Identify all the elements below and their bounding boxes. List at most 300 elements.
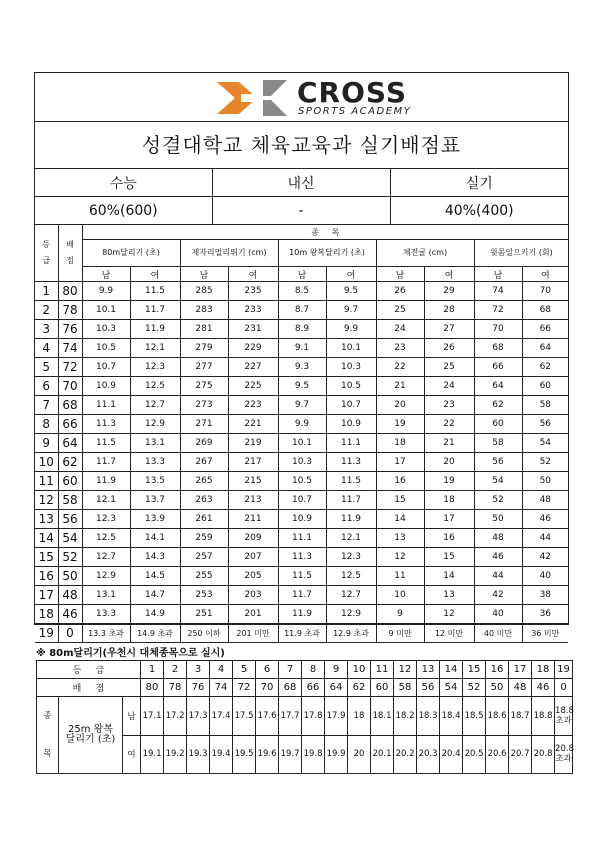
- grade-cell: 3: [35, 320, 58, 339]
- record-cell: 8.7: [278, 301, 326, 320]
- record-cell: 44: [522, 529, 568, 548]
- sub-scores-cell: 0: [555, 679, 573, 697]
- sub-scores-cell: 78: [164, 679, 187, 697]
- record-cell: 12.3: [326, 548, 376, 567]
- record-cell: 13: [424, 586, 474, 605]
- record-cell: 18: [376, 434, 424, 453]
- sub-grades-cell: 4: [210, 661, 233, 679]
- grade-cell: 9: [35, 434, 58, 453]
- record-cell: 285: [180, 282, 228, 301]
- record-cell: 13.3 초과: [82, 624, 130, 643]
- grade-cell: 1: [35, 282, 58, 301]
- category-header: 종 목: [82, 225, 568, 240]
- record-cell: 12.3: [130, 358, 180, 377]
- score-cell: 72: [58, 358, 82, 377]
- record-cell: 11.9: [130, 320, 180, 339]
- record-cell: 46: [522, 510, 568, 529]
- record-cell: 12.7: [130, 396, 180, 415]
- record-cell: 12.5: [130, 377, 180, 396]
- record-cell: 19: [376, 415, 424, 434]
- record-cell: 14.9: [130, 605, 180, 624]
- sub-female-values-cell: 19.3: [187, 735, 210, 774]
- record-cell: 11.7: [278, 586, 326, 605]
- record-cell: 60: [474, 415, 522, 434]
- sub-grades-cell: 8: [302, 661, 325, 679]
- record-cell: 215: [228, 472, 278, 491]
- sub-female-values-cell: 19.4: [210, 735, 233, 774]
- record-cell: 13.1: [82, 586, 130, 605]
- sub-scores-cell: 64: [325, 679, 348, 697]
- sub-grades-cell: 2: [164, 661, 187, 679]
- score-cell: 54: [58, 529, 82, 548]
- record-cell: 267: [180, 453, 228, 472]
- sub-grades-cell: 9: [325, 661, 348, 679]
- table-row: [35, 301, 568, 320]
- score-cell: 68: [58, 396, 82, 415]
- table-row: [35, 472, 568, 491]
- sub-scores-cell: 76: [187, 679, 210, 697]
- record-cell: 24: [376, 320, 424, 339]
- sub-scores-cell: 74: [210, 679, 233, 697]
- record-cell: 54: [522, 434, 568, 453]
- record-cell: 12.1: [326, 529, 376, 548]
- score-header-text: 배점: [66, 240, 74, 265]
- sub-male-label: 남: [123, 697, 141, 736]
- record-cell: 203: [228, 586, 278, 605]
- sub-scores-cell: 46: [532, 679, 555, 697]
- record-cell: 9.3: [278, 358, 326, 377]
- event-header-10m-shuttle: 10m 왕복달리기 (초): [278, 240, 376, 267]
- record-cell: 15: [424, 548, 474, 567]
- sub-scores-cell: 50: [486, 679, 509, 697]
- sub-event-label: 25m 왕복달리기 (초): [59, 697, 123, 774]
- table-row: [35, 586, 568, 605]
- record-cell: 48: [522, 491, 568, 510]
- record-cell: 8.9: [278, 320, 326, 339]
- grade-cell: 6: [35, 377, 58, 396]
- sub-female-values-cell: 19.8: [302, 735, 325, 774]
- record-cell: 9.7: [326, 301, 376, 320]
- sub-grades-cell: 12: [394, 661, 417, 679]
- record-cell: 11.7: [82, 453, 130, 472]
- record-cell: 9.9: [326, 320, 376, 339]
- cross-logo-icon: [213, 76, 293, 120]
- record-cell: 11.9: [278, 605, 326, 624]
- gender-header-male: 남: [82, 267, 130, 282]
- sub-female-values-cell: 19.6: [256, 735, 279, 774]
- record-cell: 11.1: [82, 396, 130, 415]
- record-cell: 12.9 초과: [326, 624, 376, 643]
- record-cell: 205: [228, 567, 278, 586]
- record-cell: 273: [180, 396, 228, 415]
- sub-grades-cell: 14: [440, 661, 463, 679]
- sub-female-values-cell: 19.5: [233, 735, 256, 774]
- grade-cell: 16: [35, 567, 58, 586]
- record-cell: 25: [376, 301, 424, 320]
- logo-wordmark: CROSS: [297, 76, 407, 109]
- sub-male-values-cell: 18: [348, 697, 371, 736]
- sub-female-values-cell: 20.8: [532, 735, 555, 774]
- record-cell: 10.3: [326, 358, 376, 377]
- record-cell: 277: [180, 358, 228, 377]
- sub-scores-cell: 68: [279, 679, 302, 697]
- record-cell: 9.1: [278, 339, 326, 358]
- record-cell: 14.3: [130, 548, 180, 567]
- record-cell: 70: [522, 282, 568, 301]
- sub-scores-cell: 80: [141, 679, 164, 697]
- record-cell: 13.7: [130, 491, 180, 510]
- score-cell: 62: [58, 453, 82, 472]
- record-cell: 52: [474, 491, 522, 510]
- record-cell: 42: [474, 586, 522, 605]
- score-cell: 50: [58, 567, 82, 586]
- record-cell: 11.3: [82, 415, 130, 434]
- ratio-value-suneung: 60%(600): [35, 197, 212, 225]
- record-cell: 12: [376, 548, 424, 567]
- sub-grades-cell: 5: [233, 661, 256, 679]
- score-cell: 0: [58, 624, 82, 643]
- record-cell: 10.1: [82, 301, 130, 320]
- sub-grades-cell: 10: [348, 661, 371, 679]
- record-cell: 279: [180, 339, 228, 358]
- gender-header-female: 여: [130, 267, 180, 282]
- record-cell: 46: [474, 548, 522, 567]
- record-cell: 9 미만: [376, 624, 424, 643]
- table-row: [35, 510, 568, 529]
- ratio-header-suneung: 수능: [35, 169, 212, 197]
- record-cell: 219: [228, 434, 278, 453]
- record-cell: 20: [376, 396, 424, 415]
- sub-male-values-cell: 17.2: [164, 697, 187, 736]
- record-cell: 213: [228, 491, 278, 510]
- record-cell: 9.9: [82, 282, 130, 301]
- gender-header-male: 남: [376, 267, 424, 282]
- grade-cell: 19: [35, 624, 58, 643]
- record-cell: 44: [474, 567, 522, 586]
- record-cell: 201 미만: [228, 624, 278, 643]
- sub-female-values-cell: 20: [348, 735, 371, 774]
- sub-female-values-cell: 20.5: [463, 735, 486, 774]
- record-cell: 52: [522, 453, 568, 472]
- record-cell: 23: [376, 339, 424, 358]
- gender-header-female: 여: [228, 267, 278, 282]
- record-cell: 42: [522, 548, 568, 567]
- record-cell: 11.9: [82, 472, 130, 491]
- event-header-80m: 80m달리기 (초): [82, 240, 180, 267]
- sub-male-values-cell: 18.8 초과: [555, 697, 573, 736]
- grade-cell: 15: [35, 548, 58, 567]
- record-cell: 64: [522, 339, 568, 358]
- grade-cell: 12: [35, 491, 58, 510]
- sub-grades-cell: 16: [486, 661, 509, 679]
- record-cell: 263: [180, 491, 228, 510]
- sub-male-row: [37, 697, 573, 736]
- record-cell: 235: [228, 282, 278, 301]
- sub-side-label: [37, 697, 59, 774]
- sub-scores-cell: 52: [463, 679, 486, 697]
- record-cell: 10.5: [326, 377, 376, 396]
- sub-grades-cell: 18: [532, 661, 555, 679]
- sub-male-values-cell: 17.6: [256, 697, 279, 736]
- sub-scores-cell: 48: [509, 679, 532, 697]
- grade-header: [35, 225, 58, 282]
- gender-header-row: [35, 267, 568, 282]
- sub-male-values-cell: 18.2: [394, 697, 417, 736]
- record-cell: 14: [424, 567, 474, 586]
- score-cell: 56: [58, 510, 82, 529]
- record-cell: 227: [228, 358, 278, 377]
- sub-male-values-cell: 18.1: [371, 697, 394, 736]
- record-cell: 36: [522, 605, 568, 624]
- sub-scores-cell: 56: [417, 679, 440, 697]
- sub-grades-cell: 1: [141, 661, 164, 679]
- score-cell: 48: [58, 586, 82, 605]
- sub-male-values-cell: 17.7: [279, 697, 302, 736]
- score-cell: 60: [58, 472, 82, 491]
- event-header-trunk-flex: 체전굴 (cm): [376, 240, 474, 267]
- sub-female-values-cell: 20.1: [371, 735, 394, 774]
- record-cell: 10.7: [326, 396, 376, 415]
- record-cell: 40 미만: [474, 624, 522, 643]
- sub-female-values-cell: 19.2: [164, 735, 187, 774]
- record-cell: 11.5: [326, 472, 376, 491]
- record-cell: 54: [474, 472, 522, 491]
- record-cell: 22: [376, 358, 424, 377]
- sub-grade-row: [37, 661, 573, 679]
- record-cell: 72: [474, 301, 522, 320]
- record-cell: 251: [180, 605, 228, 624]
- sub-male-values-cell: 18.5: [463, 697, 486, 736]
- record-cell: 12 미만: [424, 624, 474, 643]
- record-cell: 257: [180, 548, 228, 567]
- record-cell: 10.1: [326, 339, 376, 358]
- record-cell: 40: [474, 605, 522, 624]
- sub-scores-cell: 58: [394, 679, 417, 697]
- sub-male-values-cell: 18.6: [486, 697, 509, 736]
- sub-grades-cell: 6: [256, 661, 279, 679]
- record-cell: 9.9: [278, 415, 326, 434]
- record-cell: 11.7: [326, 491, 376, 510]
- sub-male-values-cell: 18.7: [509, 697, 532, 736]
- record-cell: 62: [474, 396, 522, 415]
- table-row: [35, 339, 568, 358]
- record-cell: 25: [424, 358, 474, 377]
- ratio-table: [35, 169, 568, 225]
- record-cell: 10.9: [326, 415, 376, 434]
- record-cell: 217: [228, 453, 278, 472]
- record-cell: 13: [376, 529, 424, 548]
- record-cell: 16: [424, 529, 474, 548]
- sub-male-values-cell: 17.1: [141, 697, 164, 736]
- record-cell: 12.1: [82, 491, 130, 510]
- score-cell: 58: [58, 491, 82, 510]
- table-row: [35, 358, 568, 377]
- sub-male-values-cell: 17.3: [187, 697, 210, 736]
- sub-male-values-cell: 17.4: [210, 697, 233, 736]
- sub-female-values-cell: 20.4: [440, 735, 463, 774]
- record-cell: 11.3: [326, 453, 376, 472]
- sub-scores-cell: 70: [256, 679, 279, 697]
- record-cell: 10.5: [82, 339, 130, 358]
- score-cell: 52: [58, 548, 82, 567]
- record-cell: 16: [376, 472, 424, 491]
- sub-scores-cell: 66: [302, 679, 325, 697]
- gender-header-female: 여: [522, 267, 568, 282]
- sub-female-values-cell: 20.2: [394, 735, 417, 774]
- record-cell: 19: [424, 472, 474, 491]
- record-cell: 250 이하: [180, 624, 228, 643]
- sub-scores-cell: 60: [371, 679, 394, 697]
- record-cell: 12.7: [82, 548, 130, 567]
- record-cell: 24: [424, 377, 474, 396]
- record-cell: 12.1: [130, 339, 180, 358]
- record-cell: 10.3: [278, 453, 326, 472]
- record-cell: 209: [228, 529, 278, 548]
- sub-grades-cell: 11: [371, 661, 394, 679]
- record-cell: 58: [522, 396, 568, 415]
- record-cell: 11.1: [278, 529, 326, 548]
- table-row: [35, 320, 568, 339]
- record-cell: 12.5: [82, 529, 130, 548]
- sub-female-values-cell: 20.3: [417, 735, 440, 774]
- record-cell: 21: [376, 377, 424, 396]
- record-cell: 265: [180, 472, 228, 491]
- score-cell: 46: [58, 605, 82, 624]
- record-cell: 68: [522, 301, 568, 320]
- record-cell: 211: [228, 510, 278, 529]
- ratio-value-silgi: 40%(400): [390, 197, 568, 225]
- record-cell: 11.5: [278, 567, 326, 586]
- record-cell: 13.9: [130, 510, 180, 529]
- record-cell: 275: [180, 377, 228, 396]
- record-cell: 12: [424, 605, 474, 624]
- record-cell: 11.9: [326, 510, 376, 529]
- sub-grades-cell: 13: [417, 661, 440, 679]
- sub-scores-cell: 62: [348, 679, 371, 697]
- record-cell: 56: [522, 415, 568, 434]
- record-cell: 259: [180, 529, 228, 548]
- record-cell: 271: [180, 415, 228, 434]
- record-cell: 10.7: [278, 491, 326, 510]
- record-cell: 9: [376, 605, 424, 624]
- record-cell: 11.7: [130, 301, 180, 320]
- record-cell: 231: [228, 320, 278, 339]
- sub-score-label: 배 점: [37, 679, 141, 697]
- record-cell: 11.5: [82, 434, 130, 453]
- record-cell: 60: [522, 377, 568, 396]
- record-cell: 28: [424, 301, 474, 320]
- record-cell: 15: [376, 491, 424, 510]
- score-cell: 76: [58, 320, 82, 339]
- record-cell: 26: [376, 282, 424, 301]
- gender-header-male: 남: [278, 267, 326, 282]
- grade-cell: 4: [35, 339, 58, 358]
- record-cell: 66: [474, 358, 522, 377]
- record-cell: 17: [424, 510, 474, 529]
- grade-cell: 7: [35, 396, 58, 415]
- gender-header-female: 여: [424, 267, 474, 282]
- sub-grades-cell: 19: [555, 661, 573, 679]
- record-cell: 12.9: [130, 415, 180, 434]
- sub-male-values-cell: 18.4: [440, 697, 463, 736]
- record-cell: 229: [228, 339, 278, 358]
- record-cell: 10.9: [278, 510, 326, 529]
- sub-grades-cell: 3: [187, 661, 210, 679]
- record-cell: 11.3: [278, 548, 326, 567]
- score-header: [58, 225, 82, 282]
- grade-cell: 11: [35, 472, 58, 491]
- record-cell: 10.9: [82, 377, 130, 396]
- record-cell: 9.5: [326, 282, 376, 301]
- grade-cell: 10: [35, 453, 58, 472]
- event-header-situps: 윗몸일으키기 (회): [474, 240, 568, 267]
- record-cell: 283: [180, 301, 228, 320]
- record-cell: 50: [474, 510, 522, 529]
- record-cell: 58: [474, 434, 522, 453]
- sub-grade-label: 등 급: [37, 661, 141, 679]
- record-cell: 20: [424, 453, 474, 472]
- record-cell: 253: [180, 586, 228, 605]
- record-cell: 62: [522, 358, 568, 377]
- record-cell: 70: [474, 320, 522, 339]
- record-cell: 50: [522, 472, 568, 491]
- table-row: [35, 415, 568, 434]
- sub-female-values-cell: 20.7: [509, 735, 532, 774]
- record-cell: 225: [228, 377, 278, 396]
- sub-female-values-cell: 19.9: [325, 735, 348, 774]
- record-cell: 21: [424, 434, 474, 453]
- sub-female-values-cell: 20.6: [486, 735, 509, 774]
- sub-scores-cell: 72: [233, 679, 256, 697]
- record-cell: 223: [228, 396, 278, 415]
- record-cell: 269: [180, 434, 228, 453]
- ratio-header-naesin: 내신: [212, 169, 390, 197]
- record-cell: 18: [424, 491, 474, 510]
- record-cell: 10.3: [82, 320, 130, 339]
- record-cell: 23: [424, 396, 474, 415]
- score-cell: 78: [58, 301, 82, 320]
- grade-cell: 2: [35, 301, 58, 320]
- record-cell: 9.5: [278, 377, 326, 396]
- record-cell: 12.7: [326, 586, 376, 605]
- sub-female-label: 여: [123, 735, 141, 774]
- gender-header-female: 여: [326, 267, 376, 282]
- record-cell: 13.3: [130, 453, 180, 472]
- ratio-header-silgi: 실기: [390, 169, 568, 197]
- record-cell: 233: [228, 301, 278, 320]
- grade-cell: 8: [35, 415, 58, 434]
- sub-male-values-cell: 18.3: [417, 697, 440, 736]
- score-table-body: [35, 282, 568, 643]
- substitute-table: [36, 660, 573, 774]
- record-cell: 11.5: [130, 282, 180, 301]
- record-cell: 48: [474, 529, 522, 548]
- table-row: [35, 453, 568, 472]
- grade-cell: 18: [35, 605, 58, 624]
- record-cell: 12.9: [326, 605, 376, 624]
- record-cell: 36 미만: [522, 624, 568, 643]
- score-sheet-frame: [34, 72, 569, 640]
- record-cell: 11.9 초과: [278, 624, 326, 643]
- table-row: [35, 567, 568, 586]
- gender-header-male: 남: [180, 267, 228, 282]
- score-cell: 64: [58, 434, 82, 453]
- table-row: [35, 282, 568, 301]
- sub-female-values-cell: 19.1: [141, 735, 164, 774]
- table-row: [35, 491, 568, 510]
- sub-male-values-cell: 17.9: [325, 697, 348, 736]
- page-title: 성결대학교 체육교육과 실기배점표: [35, 122, 568, 169]
